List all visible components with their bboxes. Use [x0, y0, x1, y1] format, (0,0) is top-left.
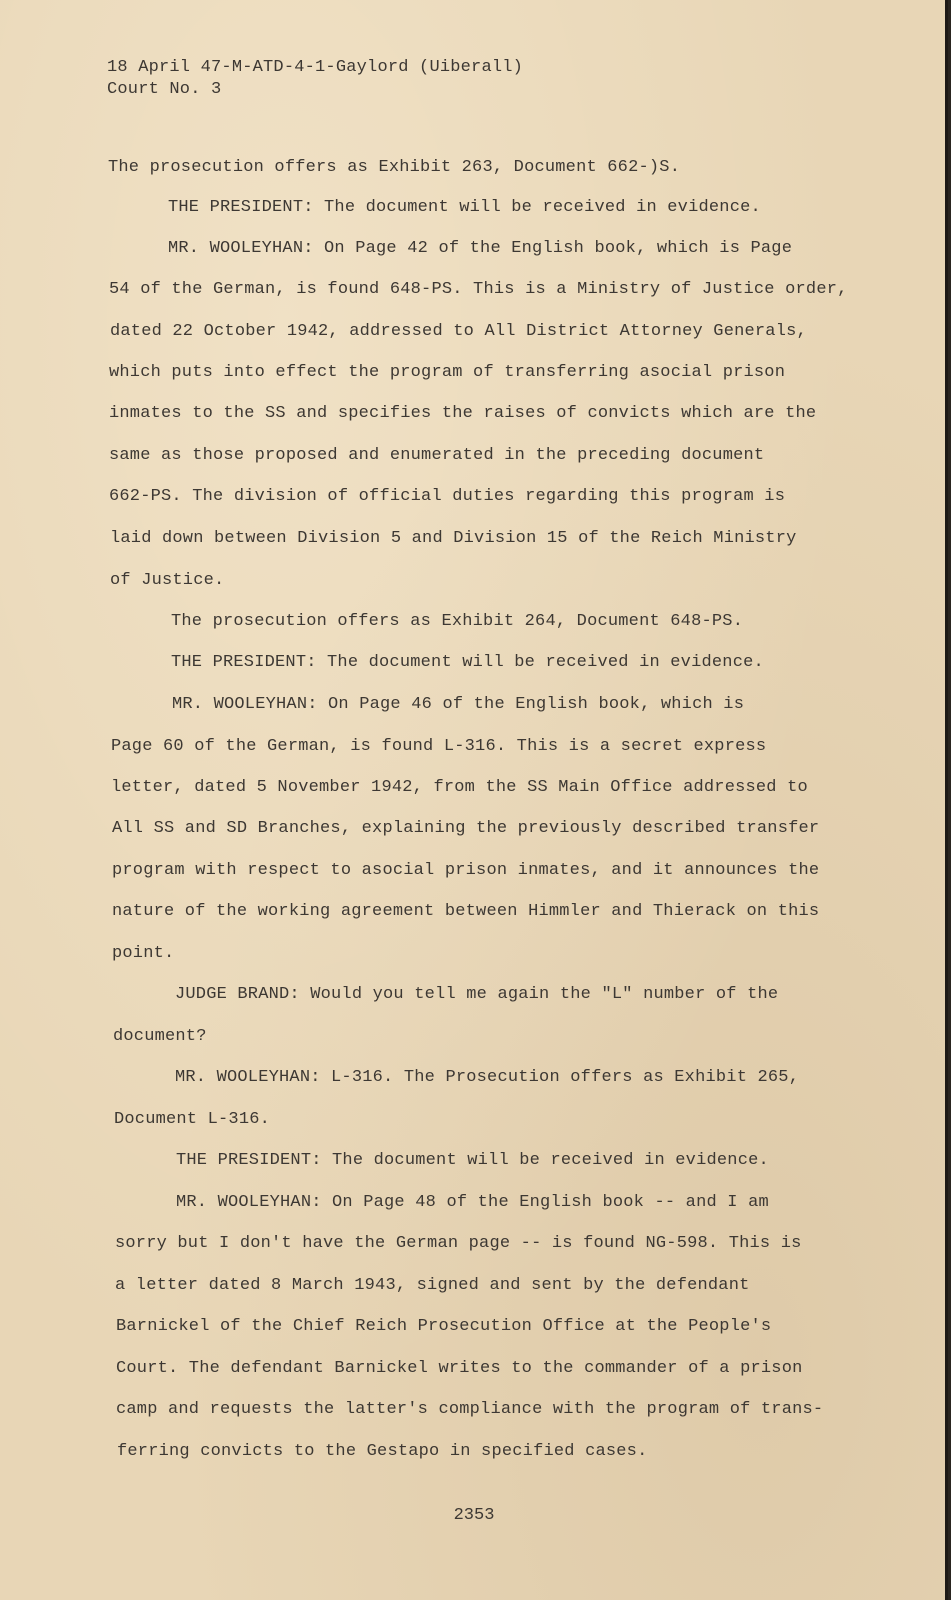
text-line: The prosecution offers as Exhibit 264, Document 648-PS. [171, 612, 744, 631]
header-line-court-number: Court No. 3 [107, 80, 222, 99]
text-line: a letter dated 8 March 1943, signed and sent by the defendant [115, 1276, 750, 1295]
text-line: same as those proposed and enumerated in the preceding document [109, 446, 765, 465]
text-line: All SS and SD Branches, explaining the previously described transfer [112, 819, 820, 838]
text-line: 662-PS. The division of official duties regarding this program is [109, 487, 786, 506]
text-line: Barnickel of the Chief Reich Prosecution Office at the People's [116, 1317, 772, 1336]
text-line: MR. WOOLEYHAN: On Page 46 of the English book, which is [172, 695, 745, 714]
header-line-date-reference: 18 April 47-M-ATD-4-1-Gaylord (Uiberall) [107, 58, 524, 77]
text-line: point. [112, 944, 175, 963]
text-line: program with respect to asocial prison inmates, and it announces the [112, 861, 820, 880]
text-line: MR. WOOLEYHAN: On Page 48 of the English book -- and I am [176, 1193, 769, 1212]
text-line: sorry but I don't have the German page -- is found NG-598. This is [115, 1234, 802, 1253]
text-line: MR. WOOLEYHAN: L-316. The Prosecution offers as Exhibit 265, [175, 1068, 800, 1087]
text-line: nature of the working agreement between Himmler and Thierack on this [112, 902, 820, 921]
text-line: THE PRESIDENT: The document will be received in evidence. [176, 1151, 769, 1170]
text-line: camp and requests the latter's compliance with the program of trans- [116, 1400, 824, 1419]
text-line: letter, dated 5 November 1942, from the SS Main Office addressed to [111, 778, 808, 797]
text-line: Court. The defendant Barnickel writes to the commander of a prison [116, 1359, 803, 1378]
text-line: Page 60 of the German, is found L-316. This is a secret express [111, 737, 767, 756]
text-line: document? [113, 1027, 207, 1046]
text-line: THE PRESIDENT: The document will be received in evidence. [171, 653, 764, 672]
text-line: THE PRESIDENT: The document will be received in evidence. [168, 198, 761, 217]
text-line: MR. WOOLEYHAN: On Page 42 of the English book, which is Page [168, 239, 793, 258]
text-line: Document L-316. [114, 1110, 271, 1129]
text-line: of Justice. [110, 571, 225, 590]
text-line: JUDGE BRAND: Would you tell me again the "L" number of the [175, 985, 779, 1004]
text-line: which puts into effect the program of transferring asocial prison [109, 363, 786, 382]
text-line: dated 22 October 1942, addressed to All District Attorney Generals, [110, 322, 807, 341]
text-line: inmates to the SS and specifies the raises of convicts which are the [109, 404, 817, 423]
page-number: 2353 [453, 1506, 495, 1525]
text-line: laid down between Division 5 and Division 15 of the Reich Ministry [110, 529, 797, 548]
text-line: The prosecution offers as Exhibit 263, Document 662-)S. [108, 158, 681, 177]
text-line: ferring convicts to the Gestapo in specified cases. [117, 1442, 648, 1461]
text-line: 54 of the German, is found 648-PS. This is a Ministry of Justice order, [109, 280, 848, 299]
page-edge-shadow [945, 0, 948, 1600]
